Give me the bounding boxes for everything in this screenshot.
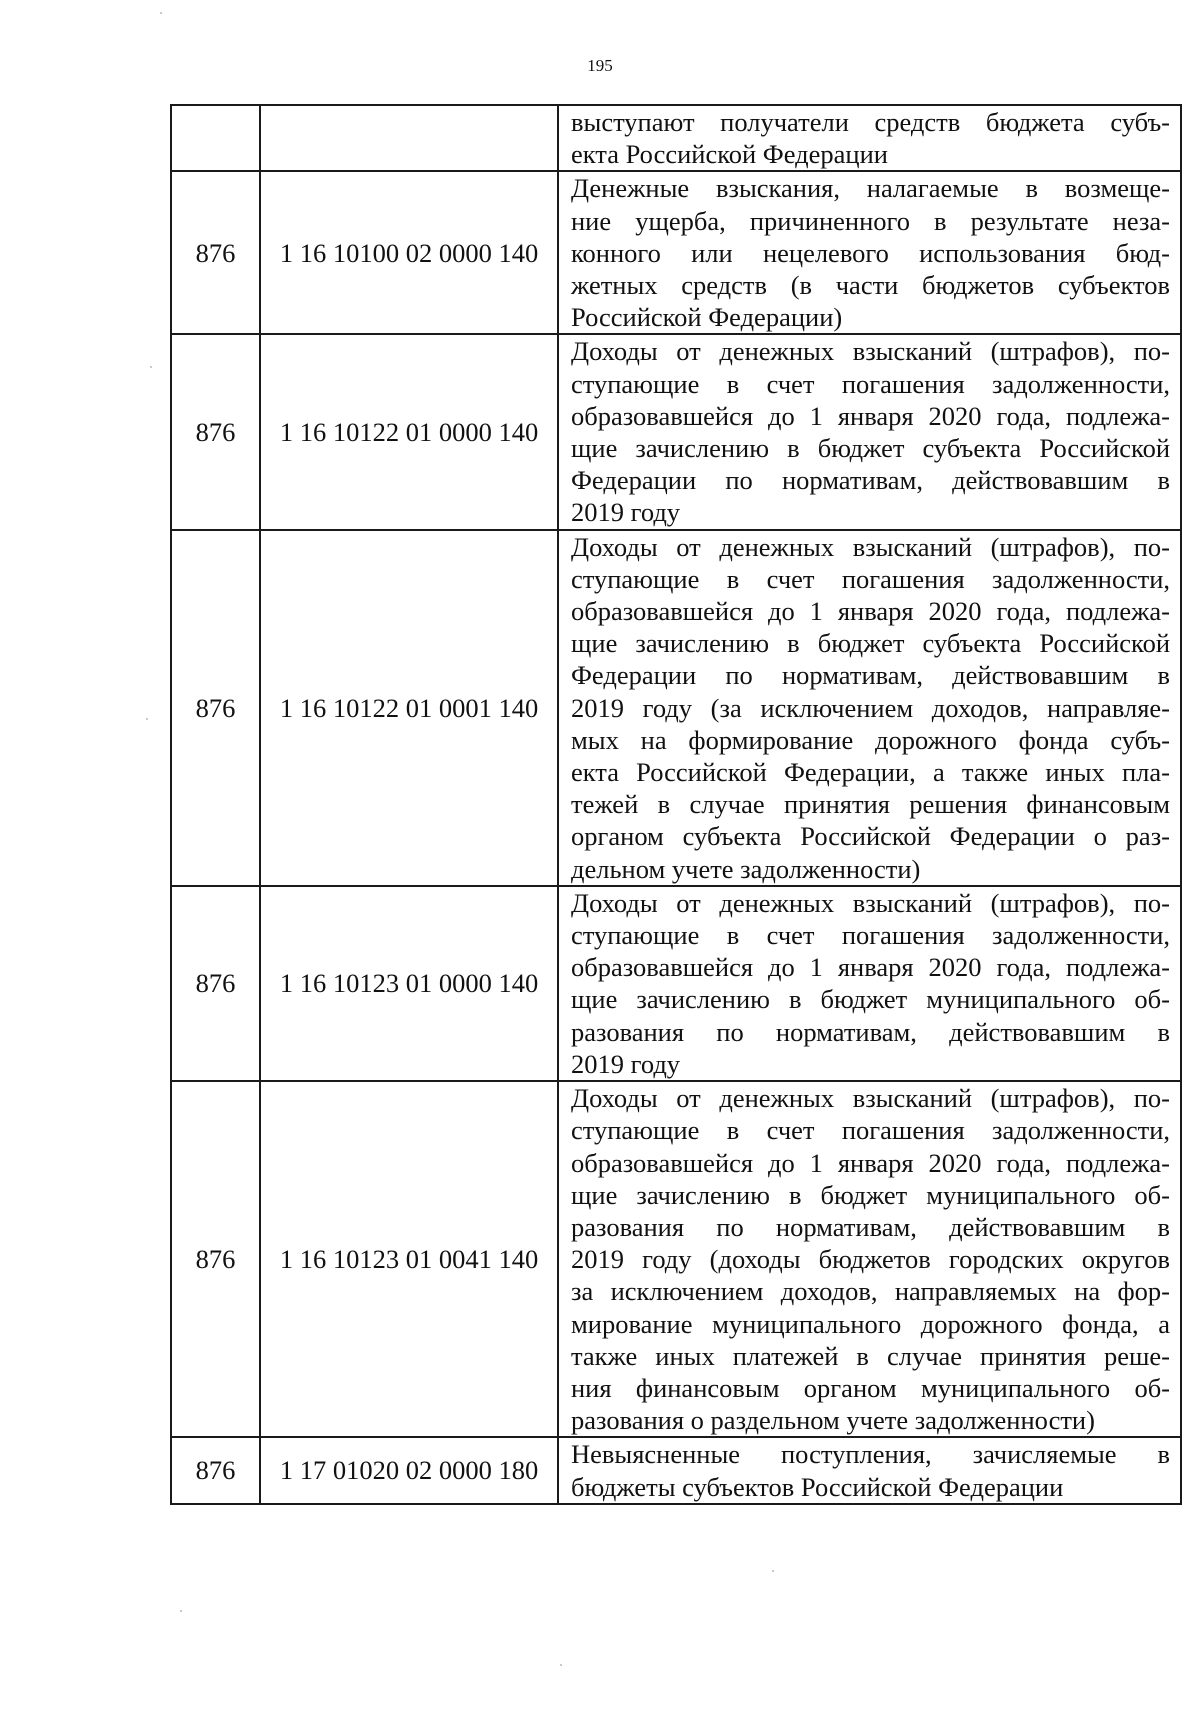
description-line: образовавшейся до 1 января 2020 года, подлежа- (571, 1147, 1170, 1178)
description-line: разования по нормативам, действовавшим в (571, 1016, 1170, 1047)
description-line: 2019 году (за исключением доходов, направляе- (571, 692, 1170, 723)
description-line: дельном учете задолженности) (571, 853, 921, 884)
description-line: ния финансовым органом муниципального об- (571, 1372, 1170, 1403)
description-line: ступающие в счет погашения задолженности, (571, 1115, 1170, 1146)
budget-code-cell (260, 105, 558, 171)
description-cell (558, 886, 1181, 1081)
budget-classification-table (170, 104, 1182, 1505)
description-line: Федерации по нормативам, действовавшим в (571, 465, 1170, 496)
description-line: органом субъекта Российской Федерации о раз- (571, 821, 1170, 852)
description-line: щие зачислению в бюджет субъекта Российской (571, 433, 1170, 464)
table-row (171, 1437, 1181, 1503)
admin-code-cell: 876 (171, 530, 260, 886)
admin-code-cell: 876 (171, 334, 260, 529)
description-line: образовавшейся до 1 января 2020 года, подлежа- (571, 596, 1170, 627)
scan-speck (150, 366, 152, 368)
description-line: Федерации по нормативам, действовавшим в (571, 660, 1170, 691)
scan-speck (560, 1664, 562, 1666)
description-line: Доходы от денежных взысканий (штрафов), по- (571, 336, 1170, 367)
description-line: жетных средств (в части бюджетов субъектов (571, 270, 1170, 301)
table-row (171, 1081, 1181, 1437)
description-cell (558, 105, 1181, 171)
table-row (171, 105, 1181, 171)
budget-code-cell: 1 16 10123 01 0041 140 (260, 1081, 558, 1437)
description-line: 2019 году (571, 1048, 681, 1079)
table-row (171, 334, 1181, 529)
description-line: выступают получатели средств бюджета субъ- (571, 107, 1170, 137)
scan-speck (772, 1570, 774, 1572)
description-line: ступающие в счет погашения задолженности, (571, 920, 1170, 951)
admin-code-cell (171, 105, 260, 171)
description-line: ние ущерба, причиненного в результате неза- (571, 205, 1170, 236)
description-line: тежей в случае принятия решения финансовым (571, 789, 1170, 820)
budget-code-cell: 1 16 10122 01 0000 140 (260, 334, 558, 529)
budget-code-cell: 1 16 10100 02 0000 140 (260, 171, 558, 334)
description-line: также иных платежей в случае принятия реше- (571, 1340, 1170, 1371)
description-line: образовавшейся до 1 января 2020 года, подлежа- (571, 400, 1170, 431)
description-cell (558, 1081, 1181, 1437)
description-line: образовавшейся до 1 января 2020 года, подлежа- (571, 952, 1170, 983)
description-line: ступающие в счет погашения задолженности, (571, 563, 1170, 594)
description-line: Российской Федерации) (571, 302, 843, 333)
description-line: Невыясненные поступления, зачисляемые в (571, 1439, 1170, 1470)
description-line: мирование муниципального дорожного фонда, а (571, 1308, 1170, 1339)
table-body (171, 105, 1181, 1504)
description-line: Денежные взыскания, налагаемые в возмеще- (571, 173, 1170, 204)
scan-speck (160, 12, 162, 14)
description-line: конного или нецелевого использования бюд- (571, 237, 1170, 268)
description-line: разования по нормативам, действовавшим в (571, 1211, 1170, 1242)
description-line: бюджеты субъектов Российской Федерации (571, 1471, 1064, 1502)
description-line: екта Российской Федерации (571, 139, 888, 170)
description-cell (558, 530, 1181, 886)
description-line: 2019 году (571, 497, 681, 528)
description-line: за исключением доходов, направляемых на фор- (571, 1276, 1170, 1307)
description-line: екта Российской Федерации, а также иных пла- (571, 757, 1170, 788)
description-cell (558, 1437, 1181, 1503)
description-line: 2019 году (доходы бюджетов городских округов (571, 1244, 1170, 1275)
description-line: щие зачислению в бюджет муниципального об- (571, 1179, 1170, 1210)
table-row (171, 171, 1181, 334)
description-line: Доходы от денежных взысканий (штрафов), по- (571, 887, 1170, 918)
budget-code-cell: 1 16 10122 01 0001 140 (260, 530, 558, 886)
scan-speck (146, 718, 148, 720)
admin-code-cell: 876 (171, 886, 260, 1081)
description-line: ступающие в счет погашения задолженности, (571, 368, 1170, 399)
admin-code-cell: 876 (171, 1081, 260, 1437)
table-row (171, 886, 1181, 1081)
description-cell (558, 171, 1181, 334)
budget-code-cell: 1 16 10123 01 0000 140 (260, 886, 558, 1081)
description-line: щие зачислению в бюджет муниципального об- (571, 984, 1170, 1015)
page-number: 195 (587, 56, 613, 75)
admin-code-cell: 876 (171, 1437, 260, 1503)
description-line: щие зачислению в бюджет субъекта Российской (571, 628, 1170, 659)
description-cell (558, 334, 1181, 529)
table-row (171, 530, 1181, 886)
description-line: разования о раздельном учете задолженности) (571, 1405, 1095, 1436)
description-line: мых на формирование дорожного фонда субъ- (571, 724, 1170, 755)
scan-speck (180, 1610, 182, 1612)
description-line: Доходы от денежных взысканий (штрафов), по- (571, 531, 1170, 562)
admin-code-cell: 876 (171, 171, 260, 334)
budget-code-cell: 1 17 01020 02 0000 180 (260, 1437, 558, 1503)
description-line: Доходы от денежных взысканий (штрафов), по- (571, 1083, 1170, 1114)
